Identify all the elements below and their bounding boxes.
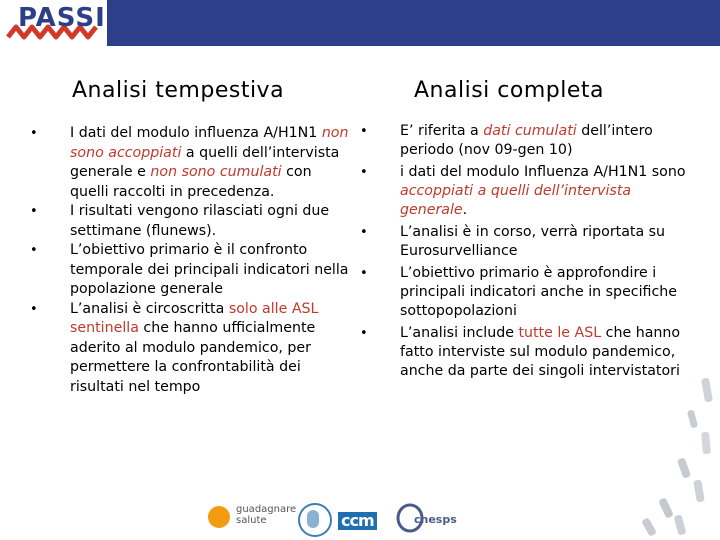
bullet-text-segment: E’ riferita a (400, 123, 484, 139)
left-bullet-list (30, 124, 350, 397)
right-bullet-list (360, 122, 700, 384)
bullet-text-segment: dati cumulati (483, 123, 577, 139)
left-bullet-item (30, 241, 350, 300)
bullet-text-segment: che hanno ufficialmente aderito al modulo pandemico, per permettere la confrontabilità dei risultati nel tempo (70, 320, 316, 395)
bullet-text-segment: a quelli dell’intervista generale e (70, 144, 340, 180)
bullet-text-segment: modulo influenza A/H1N1 (136, 125, 322, 141)
bullet-text-segment: L’obiettivo primario è approfondire i principali indicatori anche in specifiche sottopopolazioni (400, 265, 677, 319)
bullet-text-segment: solo alle ASL sentinella (70, 300, 319, 336)
left-bullet-item (30, 124, 350, 202)
salute-word: salute (236, 515, 267, 526)
bullet-text-segment: L’analisi è in corso, verrà riportata su Eurosurvelliance (400, 224, 666, 259)
bullet-text-segment: L’analisi è circoscritta (70, 300, 229, 317)
header-band (107, 0, 720, 46)
logo-text: PASSI (18, 3, 106, 33)
guadagnare-salute-logo-icon (208, 506, 230, 528)
left-bullet-item (30, 300, 350, 398)
bullet-icon: • (30, 204, 38, 219)
bullet-text-segment: L’analisi include (400, 325, 519, 341)
left-column-title: Analisi tempestiva (72, 78, 285, 103)
bullet-text-segment: I risultati vengono rilasciati ogni due settimane (flunews). (70, 203, 330, 239)
guadagnare-salute-logo (236, 504, 296, 526)
bullet-text-segment: tutte le ASL (518, 325, 602, 341)
bullet-text-segment: accoppiati a quelli dell’intervista generale (400, 183, 632, 218)
left-bullet-item (30, 202, 350, 241)
right-column-title: Analisi completa (414, 78, 604, 103)
right-bullet-item (360, 163, 700, 220)
bullet-icon: • (360, 326, 368, 341)
passi-logo (6, 3, 106, 43)
seal-emblem-icon (307, 510, 319, 528)
right-bullet-item (360, 324, 700, 381)
bullet-text-segment: L’obiettivo primario è il confronto temporale dei principali indicatori nella popolazione generale (70, 242, 349, 297)
bullet-text-segment: i dati del modulo Influenza A/H1N1 sono (400, 164, 686, 180)
bullet-icon: • (30, 243, 38, 258)
bullet-icon: • (360, 225, 368, 240)
cnesps-logo (396, 503, 457, 533)
bullet-icon: • (30, 301, 38, 317)
bullet-text-segment: . (462, 202, 468, 218)
right-bullet-item (360, 223, 700, 261)
right-bullet-item (360, 122, 700, 160)
svg-text:cnesps: cnesps (414, 513, 457, 526)
bullet-text-segment: non sono cumulati (150, 164, 282, 180)
bullet-icon: • (30, 126, 38, 141)
bullet-icon: • (360, 165, 368, 180)
guadagnare-word: guadagnare (236, 504, 297, 515)
ccm-logo: ccm (338, 512, 377, 530)
bullet-text-segment: dell’intero periodo (nov 09-gen 10) (400, 123, 653, 158)
bullet-text-segment: non sono accoppiati (70, 125, 349, 161)
bullet-text-segment: con quelli raccolti in precedenza. (70, 164, 312, 200)
bullet-text-segment: che hanno fatto interviste sul modulo pandemico, anche da parte dei singoli intervistatori (400, 325, 681, 379)
top-bar (0, 0, 720, 46)
right-bullet-item (360, 264, 700, 321)
bullet-text-segment: I dati del (70, 125, 137, 141)
bullet-icon: • (360, 124, 368, 139)
bullet-icon: • (360, 266, 368, 281)
